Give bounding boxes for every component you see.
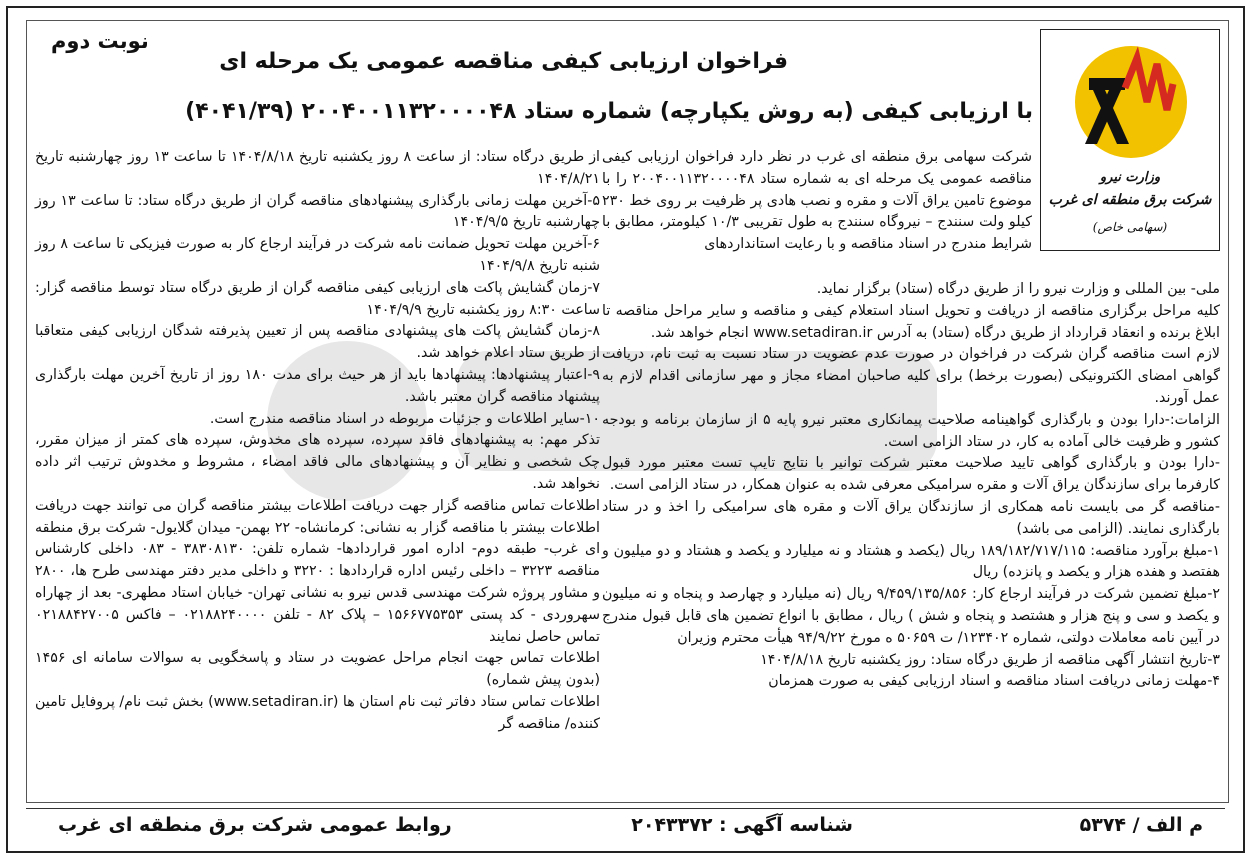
paragraph: -دارا بودن و بارگذاری گواهی تایید صلاحیت معتبر شرکت توانیر با نتایج تایپ تست معتبر مورد قبول کارفرما برای سازندگان یراق آلات و مقره سرامیکی معرفی شده به عنوان همکار، در ستاد الزامی است. <box>602 455 1220 494</box>
paragraph: لازم است مناقصه گران شرکت در فراخوان در صورت عدم عضویت در ستاد نسبت به ثبت نام، دریافت گواهی امضای الکترونیکی (بصورت برخط) برای کلیه صاحبان امضاء مجاز و مهر سازمانی اقدام لازم به عمل آورند. <box>602 346 1220 406</box>
logo-ministry: وزارت نیرو <box>1099 170 1161 185</box>
advertisement-frame <box>26 20 1229 803</box>
footer-code: م الف / ۵۳۷۴ <box>1079 814 1203 836</box>
logo-company-name: شرکت برق منطقه ای غرب <box>1048 192 1212 208</box>
paragraph: تذکر مهم: به پیشنهادهای فاقد سپرده، سپرده های مخدوش، سپرده های کمتر از میزان مقرر، چک شخصی و نظایر آن و پیشنهادهای مالی فاقد امضاء ، مشروط و مخدوش ترتیب اثر داده نخواهد شد. <box>35 432 600 492</box>
page-title: فراخوان ارزیابی کیفی مناقصه عمومی یک مرحله ای <box>219 49 788 74</box>
tavanir-logo-icon <box>1063 44 1199 164</box>
footer-divider <box>26 808 1225 809</box>
footer-ad-id: شناسه آگهی : ۲۰۴۳۳۷۲ <box>631 814 853 836</box>
left-column <box>35 147 600 736</box>
paragraph: کلیه مراحل برگزاری مناقصه از دریافت و تحویل اسناد استعلام کیفی و مناقصه و سایر مراحل مناقصه تا ابلاغ برنده و انعقاد قرارداد از طریق درگاه (ستاد) به آدرس www.setadiran.ir انجام خواهد شد. <box>602 302 1220 341</box>
paragraph: ۹-اعتبار پیشنهادها: پیشنهادها باید از هر حیث برای مدت ۱۸۰ روز از تاریخ آخرین مهلت بارگذاری پیشنهاد مناقصه گران معتبر باشد. <box>35 366 600 405</box>
paragraph: اطلاعات تماس ستاد دفاتر ثبت نام استان ها (www.setadiran.ir) بخش ثبت نام/ پروفایل تامین کننده/ مناقصه گر <box>35 693 600 732</box>
paragraph: ۱۰-سایر اطلاعات و جزئیات مربوطه در اسناد مناقصه مندرج است. <box>209 410 600 427</box>
paragraph: ۲-مبلغ تضمین شرکت در فرآیند ارجاع کار: ۹/۴۵۹/۱۳۵/۸۵۶ ریال (نه میلیارد و چهارصد و پنجاه و نه میلیون و یکصد و سی و پنج هزار و هشتصد و پنجاه و شش ) ریال ، مطابق با انواع تضمین های قابل قبول مندرج در آیین نامه معاملات دولتی، شماره ۱۲۳۴۰۲/ ت ۵۰۶۵۹ ه مورخ ۹۴/۹/۲۲ هیأت محترم وزیران <box>602 586 1220 646</box>
paragraph: ۵-آخرین مهلت زمانی بارگذاری پیشنهادهای مناقصه گران از طریق درگاه ستاد: تا ساعت ۱۳ روز چهارشنبه تاریخ ۱۴۰۴/۹/۵ <box>35 192 600 231</box>
right-column-top <box>602 147 1032 256</box>
logo-company-type: (سهامی خاص) <box>1092 220 1168 234</box>
paragraph: اطلاعات تماس جهت انجام مراحل عضویت در ستاد و پاسخگویی به سوالات سامانه ای ۱۴۵۶ (بدون پیش شماره) <box>35 650 600 689</box>
advertisement-page <box>6 6 1245 853</box>
right-column-bottom <box>602 279 1220 693</box>
second-round-label: نوبت دوم <box>51 29 149 53</box>
paragraph: ۶-آخرین مهلت تحویل ضمانت نامه شرکت در فرآیند ارجاع کار به صورت فیزیکی تا ساعت ۸ روز شنبه تاریخ ۱۴۰۴/۹/۸ <box>35 236 600 274</box>
paragraph: ۷-زمان گشایش پاکت های ارزیابی کیفی مناقصه گران از طریق درگاه ستاد توسط مناقصه گزار: ساعت ۸:۳۰ روز یکشنبه تاریخ ۱۴۰۴/۹/۹ <box>35 279 600 318</box>
paragraph: ملی- بین المللی و وزارت نیرو را از طریق درگاه (ستاد) برگزار نماید. <box>816 281 1220 297</box>
paragraph: الزامات:-دارا بودن و بارگذاری گواهینامه صلاحیت پیمانکاری معتبر نیرو پایه ۵ از سازمان برنامه و بودجه کشور و ظرفیت خالی آماده به کار، در ستاد الزامی است. <box>602 411 1220 450</box>
company-logo-box <box>1040 29 1220 251</box>
paragraph: ۱-مبلغ برآورد مناقصه: ۱۸۹/۱۸۲/۷۱۷/۱۱۵ ریال (یکصد و هشتاد و نه میلیارد و یکصد و هشتاد و دو میلیون و هفتصد و هفده هزار و یکصد و پانزده) ریال <box>602 542 1220 581</box>
paragraph: اطلاعات تماس مناقصه گزار جهت دریافت اطلاعات بیشتر مناقصه گران می توانند جهت دریافت اطلاعات بیشتر با مناقصه گزار به نشانی: کرمانشاه- ۲۲ بهمن- میدان گلایول- شرکت برق منطقه ای غرب- طبقه دوم- اداره امور قراردادها- شماره تلفن: ۳۸۳۰۸۱۳۰ - ۰۸۳ داخلی کارشناس مناقصه ۳۲۲۳ – داخلی رئیس اداره قراردادها : ۳۲۲۰ و داخلی مدیر دفتر مهندسی طرح ها، ۲۸۰۰ و مشاور پروژه شرکت مهندسی قدس نیرو به نشانی تهران- خیابان استاد مطهری- بعد از چهاراه سهروردی - کد پستی ۱۵۶۶۷۷۵۳۵۳ – پلاک ۸۲ - تلفن ۰۲۱۸۸۲۴۰۰۰۰ – فاکس ۰۲۱۸۸۴۲۷۰۰۵ تماس حاصل نمایند <box>35 497 601 645</box>
paragraph: ۸-زمان گشایش پاکت های پیشنهادی مناقصه پس از تعیین پذیرفته شدگان ارزیابی کیفی متعاقبا از طریق ستاد اعلام خواهد شد. <box>35 323 600 362</box>
footer-publisher: روابط عمومی شرکت برق منطقه ای غرب <box>58 814 452 836</box>
paragraph: ۴-مهلت زمانی دریافت اسناد مناقصه و اسناد ارزیابی کیفی به صورت همزمان <box>768 673 1220 690</box>
paragraph: ۳-تاریخ انتشار آگهی مناقصه از طریق درگاه ستاد: روز یکشنبه تاریخ ۱۴۰۴/۸/۱۸ <box>760 651 1220 668</box>
page-subtitle: با ارزیابی کیفی (به روش یکپارچه) شماره ستاد ۲۰۰۴۰۰۱۱۳۲۰۰۰۰۴۸ (۴۰۴۱/۳۹) <box>185 99 1033 124</box>
paragraph: شرکت سهامی برق منطقه ای غرب در نظر دارد فراخوان ارزیابی کیفی مناقصه عمومی یک مرحله ای به شماره ستاد ۲۰۰۴۰۰۱۱۳۲۰۰۰۰۴۸ را با موضوع تامین یراق آلات و مقره و نصب هادی پر ظرفیت بر روی خط ۲۳۰ کیلو ولت سنندج – نیروگاه سنندج به طول تقریبی ۱۰/۳ کیلومتر، مطابق با شرایط مندرج در اسناد مناقصه و با رعایت استانداردهای <box>602 149 1032 253</box>
paragraph: -مناقصه گر می بایست نامه همکاری از سازندگان یراق آلات و مقره های سرامیکی را اخذ و در ستاد بارگذاری نمایند. (الزامی می باشد) <box>602 498 1220 537</box>
paragraph: از طریق درگاه ستاد: از ساعت ۸ روز یکشنبه تاریخ ۱۴۰۴/۸/۱۸ تا ساعت ۱۳ روز چهارشنبه تاریخ ۱۴۰۴/۸/۲۱ <box>35 149 600 187</box>
